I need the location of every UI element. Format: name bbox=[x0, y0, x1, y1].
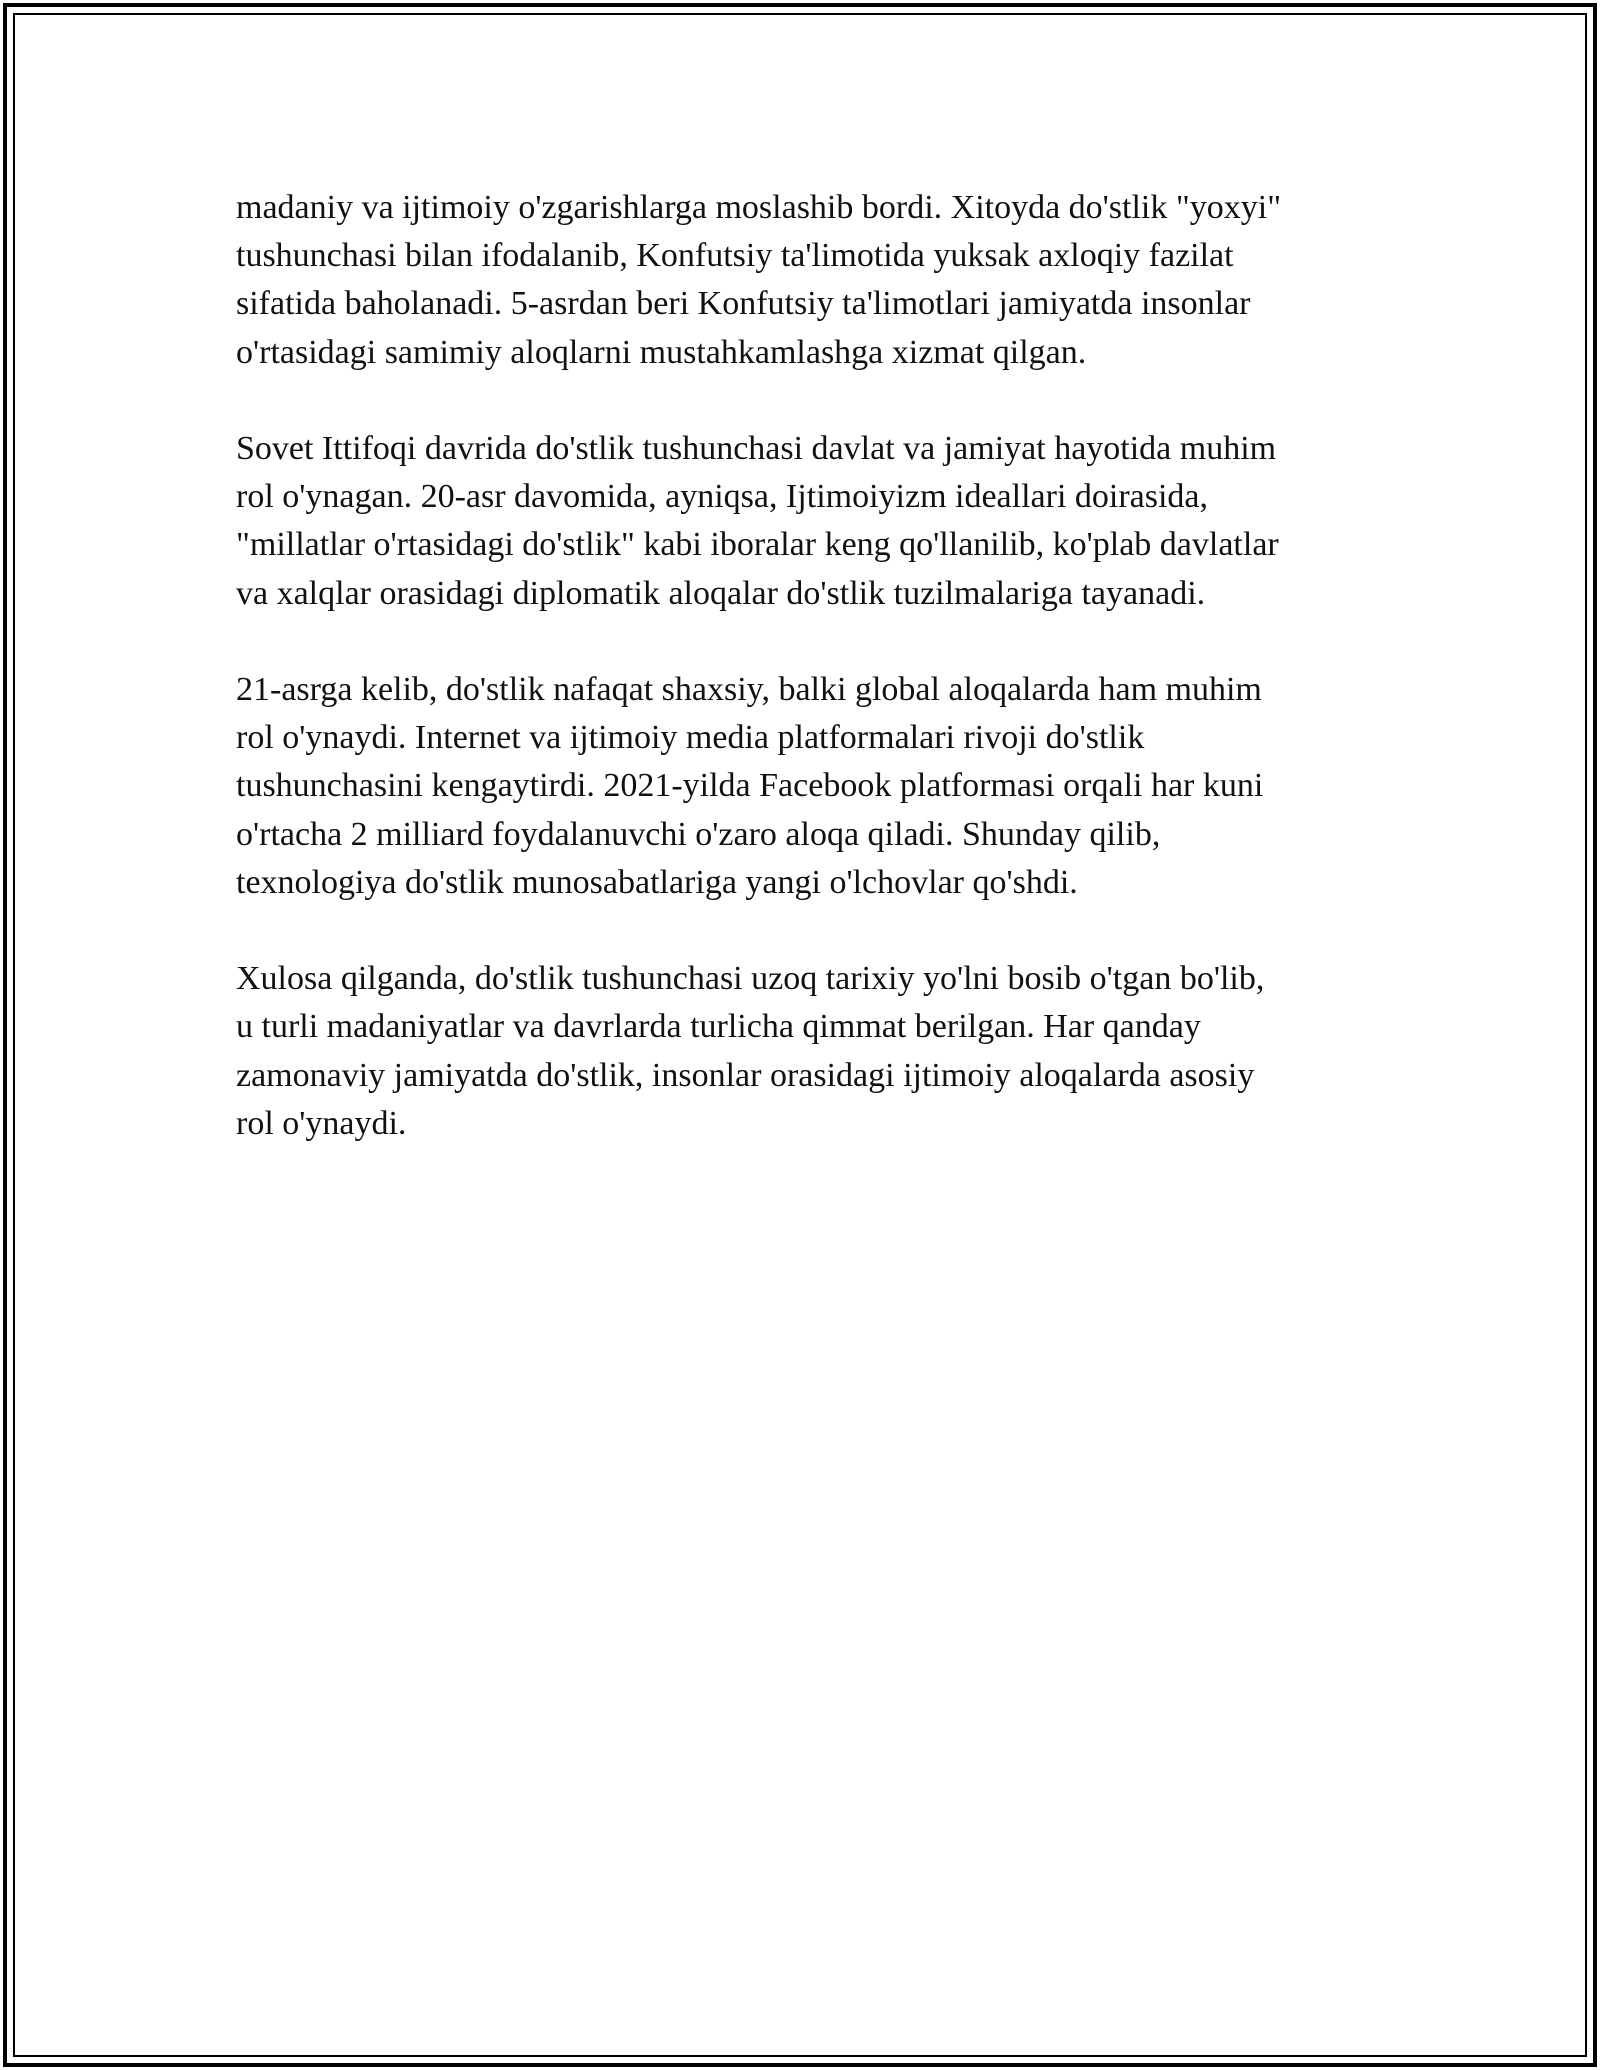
text-line: va xalqlar orasidagi diplomatik aloqalar do'stlik tuzilmalariga tayanadi. bbox=[236, 574, 1206, 612]
text-line: texnologiya do'stlik munosabatlariga yangi o'lchovlar qo'shdi. bbox=[236, 863, 1078, 901]
text-line: o'rtasidagi samimiy aloqlarni mustahkamlashga xizmat qilgan. bbox=[236, 333, 1087, 371]
text-line: Xulosa qilganda, do'stlik tushunchasi uzoq tarixiy yo'lni bosib o'tgan bo'lib, bbox=[236, 960, 1265, 998]
paragraph-3 bbox=[236, 666, 1376, 907]
text-line: u turli madaniyatlar va davrlarda turlicha qimmat berilgan. Har qanday bbox=[236, 1008, 1201, 1046]
document-body bbox=[236, 184, 1376, 1196]
text-line: rol o'ynaydi. bbox=[236, 1104, 407, 1142]
text-line: tushunchasi bilan ifodalanib, Konfutsiy ta'limotida yuksak axloqiy fazilat bbox=[236, 237, 1234, 275]
paragraph-1 bbox=[236, 184, 1376, 377]
text-line: tushunchasini kengaytirdi. 2021-yilda Facebook platformasi orqali har kuni bbox=[236, 767, 1264, 805]
text-line: Sovet Ittifoqi davrida do'stlik tushunchasi davlat va jamiyat hayotida muhim bbox=[236, 430, 1277, 467]
text-line: o'rtacha 2 milliard foydalanuvchi o'zaro aloqa qiladi. Shunday qilib, bbox=[236, 815, 1161, 853]
text-line: rol o'ynagan. 20-asr davomida, ayniqsa, Ijtimoiyizm ideallari doirasida, bbox=[236, 478, 1209, 516]
text-line: zamonaviy jamiyatda do'stlik, insonlar orasidagi ijtimoiy aloqalarda asosiy bbox=[236, 1056, 1255, 1094]
text-line: rol o'ynaydi. Internet va ijtimoiy media platformalari rivoji do'stlik bbox=[236, 719, 1145, 757]
paragraph-4 bbox=[236, 955, 1376, 1148]
text-line: madaniy va ijtimoiy o'zgarishlarga moslashib bordi. Xitoyda do'stlik "yoxyi" bbox=[236, 189, 1282, 226]
paragraph-2 bbox=[236, 425, 1376, 618]
text-line: sifatida baholanadi. 5-asrdan beri Konfutsiy ta'limotlari jamiyatda insonlar bbox=[236, 285, 1251, 323]
text-line: "millatlar o'rtasidagi do'stlik" kabi iboralar keng qo'llanilib, ko'plab davlatlar bbox=[236, 526, 1279, 564]
text-line: 21-asrga kelib, do'stlik nafaqat shaxsiy, balki global aloqalarda ham muhim bbox=[236, 671, 1262, 708]
